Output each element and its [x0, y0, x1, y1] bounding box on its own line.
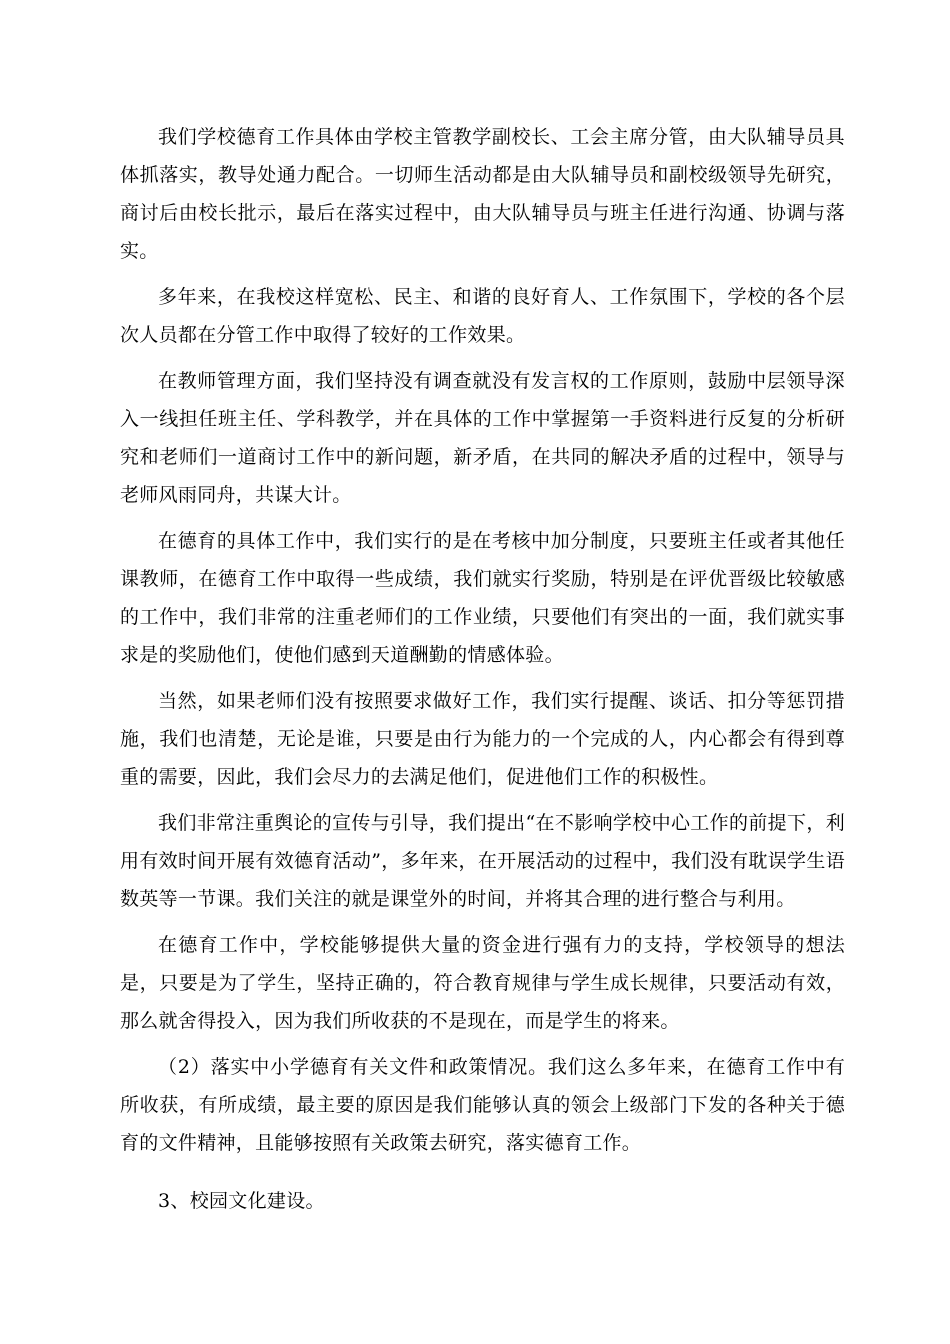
- paragraph-management-structure: 我们学校德育工作具体由学校主管教学副校长、工会主席分管，由大队辅导员具体抓落实，教导处通力配合。一切师生活动都是由大队辅导员和副校级领导先研究，商讨后由校长批示，最后在落实过程中，由大队辅导员与班主任进行沟通、协调与落实。: [120, 126, 845, 262]
- paragraph-work-atmosphere: 多年来，在我校这样宽松、民主、和谐的良好育人、工作氛围下，学校的各个层次人员都在分管工作中取得了较好的工作效果。: [120, 286, 845, 346]
- document-body: [120, 118, 845, 1220]
- paragraph-penalty-measures: 当然，如果老师们没有按照要求做好工作，我们实行提醒、谈话、扣分等惩罚措施，我们也清楚，无论是谁，只要是由行为能力的一个完成的人，内心都会有得到尊重的需要，因此，我们会尽力的去满足他们，促进他们工作的积极性。: [120, 690, 845, 788]
- paragraph-teacher-management: 在教师管理方面，我们坚持没有调查就没有发言权的工作原则，鼓励中层领导深入一线担任班主任、学科教学，并在具体的工作中掌握第一手资料进行反复的分析研究和老师们一道商讨工作中的新问题，新矛盾，在共同的解决矛盾的过程中，领导与老师风雨同舟，共谋大计。: [120, 370, 845, 506]
- paragraph-publicity-guidance: 我们非常注重舆论的宣传与引导，我们提出“在不影响学校中心工作的前提下，利用有效时间开展有效德育活动”，多年来，在开展活动的过程中，我们没有耽误学生语数英等一节课。我们关注的就是课堂外的时间，并将其合理的进行整合与利用。: [120, 812, 845, 910]
- paragraph-policy-implementation: （2）落实中小学德育有关文件和政策情况。我们这么多年来，在德育工作中有所收获，有所成绩，最主要的原因是我们能够认真的领会上级部门下发的各种关于德育的文件精神，且能够按照有关政策去研究，落实德育工作。: [120, 1056, 845, 1154]
- paragraph-funding-support: 在德育工作中，学校能够提供大量的资金进行强有力的支持，学校领导的想法是，只要是为了学生，坚持正确的，符合教育规律与学生成长规律，只要活动有效，那么就舍得投入，因为我们所收获的不是现在，而是学生的将来。: [120, 934, 845, 1032]
- section-heading-campus-culture: 3、校园文化建设。: [158, 1190, 325, 1212]
- paragraph-assessment-bonus: 在德育的具体工作中，我们实行的是在考核中加分制度，只要班主任或者其他任课教师，在德育工作中取得一些成绩，我们就实行奖励，特别是在评优晋级比较敏感的工作中，我们非常的注重老师们的工作业绩，只要他们有突出的一面，我们就实事求是的奖励他们，使他们感到天道酬勤的情感体验。: [120, 530, 845, 666]
